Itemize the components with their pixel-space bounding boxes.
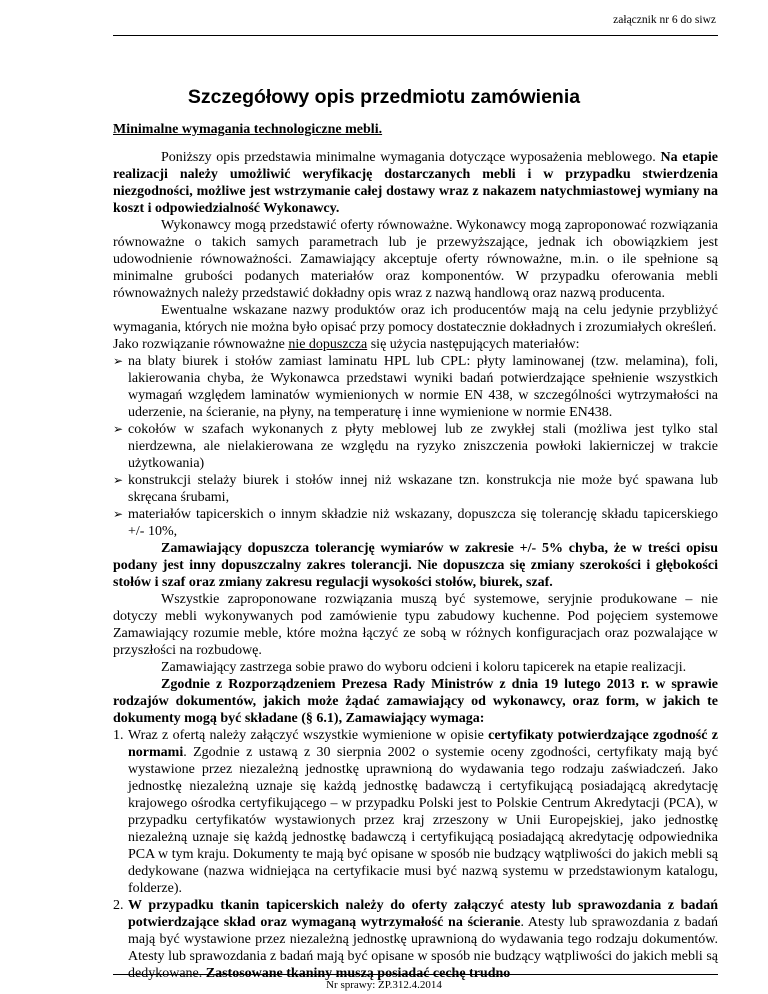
paragraph-systemic: Wszystkie zaproponowane rozwiązania muszą być systemowe, seryjnie produkowane – nie dotyczy mebli wykonywanych pod zamówienie typu zabudowy kuchenne. Pod pojęciem systemowe Zamawiający rozumie meble, które można łączyć ze sobą w różnych konfiguracjach oraz pozwalające w przyszłości na rozbudowę.: [113, 592, 718, 658]
document-body: [113, 121, 718, 982]
paragraph-text: Jako rozwiązanie równoważne: [113, 337, 289, 352]
item-number: 1.: [113, 728, 124, 743]
item-bold-text: W przypadku tkanin tapicerskich należy do oferty załączyć atesty lub sprawozdania z badań potwierdzające skład oraz wymaganą wytrzymałość na ścieranie: [128, 898, 718, 930]
paragraph-intro: [113, 149, 718, 217]
page-header: załącznik nr 6 do siwz: [613, 14, 716, 26]
bullet-item: [113, 353, 718, 421]
bullet-item: [113, 472, 718, 506]
bullet-text: cokołów w szafach wykonanych z płyty meblowej lub ze zwykłej stali (możliwa jest tylko stal nierdzewna, ale nielakierowana ze względu na ryzyko zniszczenia powłoki lakierniczej w trakcie użytkowania): [128, 422, 718, 471]
bullet-text: materiałów tapicerskich o innym składzie niż wskazany, dopuszcza się tolerancję składu tapicerskiego +/- 10%,: [128, 507, 718, 539]
item-bold-text: Zastosowane tkaniny muszą posiadać cechę trudno: [205, 966, 511, 981]
paragraph-regulation: Zgodnie z Rozporządzeniem Prezesa Rady Ministrów z dnia 19 lutego 2013 r. w sprawie rodzajów dokumentów, jakich może żądać zamawiający od wykonawcy, oraz form, w jakich te dokumenty mogą być składane (§ 6.1), Zamawiający wymaga:: [113, 677, 718, 726]
bullet-text: na blaty biurek i stołów zamiast laminatu HPL lub CPL: płyty laminowanej (tzw. melamina), foli, lakierowania chyba, że Wykonawca przedstawi wyniki badań potwierdzające spełnienie wszystkich wymagań względem laminatów wymienionych w normie EN 438, w szczególności wytrzymałości na uderzenie, na ścieranie, na płyny, na temperaturę i inne wymienione w normie EN438.: [128, 354, 718, 420]
underlined-text: nie dopuszcza: [288, 337, 368, 352]
item-text: Wraz z ofertą należy załączyć wszystkie wymienione w opisie: [128, 728, 489, 743]
paragraph-tolerance: Zamawiający dopuszcza tolerancję wymiarów w zakresie +/- 5% chyba, że w treści opisu podany jest inny dopuszczalny zakres tolerancji. Nie dopuszcza się zmiany szerokości i głębokości stołów i szaf oraz zmiany zakresu regulacji wysokości stołów, biurek, szaf.: [113, 541, 718, 590]
paragraph-text: się użycia następujących materiałów:: [367, 337, 580, 352]
numbered-item: [113, 897, 718, 982]
page-title: Szczegółowy opis przedmiotu zamówienia: [187, 86, 581, 108]
arrow-bullet-icon: ➢: [113, 473, 124, 487]
item-text: . Atesty lub sprawozdania z badań mają być wystawione przez niezależną jednostkę uprawnioną do wydawania tego rodzaju dokumentów. Atesty lub sprawozdania z badań mają być opisane w sposób nie budzący wątpliwości do jakich mebli są dedykowane.: [128, 915, 718, 981]
numbered-item: [113, 727, 718, 897]
paragraph-not-allowed: [113, 336, 718, 353]
paragraph-product-names: Ewentualne wskazane nazwy produktów oraz ich producentów mają na celu jedynie przybliżyć wymagania, których nie można było opisać przy pomocy dostatecznie dokładnych i zrozumiałych określeń.: [113, 303, 718, 335]
bullet-item: [113, 506, 718, 540]
item-text: . Zgodnie z ustawą z 30 sierpnia 2002 o systemie oceny zgodności, certyfikaty mają być wystawione przez niezależną jednostkę uprawnioną do wydawania tego rodzaju zaświadczeń. Jako jednostkę niezależną uznaje się każdą jednostkę badawczą i certyfikującą posiadającą akredytację krajowego ośrodka certyfikującego – w przypadku Polski jest to Polskie Centrum Akredytacji (PCA), w przypadku certyfikatów wystawionych przez kraj zrzeszony w Unii Europejskiej, jako jednostkę niezależną uznaje się każdą jednostkę badawczą i certyfikującą posiadającą akredytację odpowiednika PCA w tym kraju. Dokumenty te mają być opisane w sposób nie budzący wątpliwości do jakich mebli są dedykowane (nazwa widniejąca na certyfikacie musi być nazwą systemu w przedstawionym katalogu, folderze).: [128, 745, 718, 896]
paragraph-bold-text: Na etapie realizacji należy umożliwić weryfikację dostarczanych mebli i w przypadku stwierdzenia niezgodności, możliwe jest wstrzymanie całej dostawy wraz z nakazem natychmiastowej wymiany na koszt i odpowiedzialność Wykonawcy.: [113, 150, 718, 216]
item-number: 2.: [113, 898, 124, 913]
bullet-text: konstrukcji stelaży biurek i stołów innej niż wskazane tzn. konstrukcja nie może być spawana lub skręcana śrubami,: [128, 473, 718, 505]
footer-divider: [113, 974, 718, 975]
item-bold-text: certyfikaty potwierdzające zgodność z normami: [128, 728, 719, 760]
bullet-item: [113, 421, 718, 472]
paragraph-equivalent-offers: Wykonawcy mogą przedstawić oferty równoważne. Wykonawcy mogą zaproponować rozwiązania równoważne o takich samych parametrach lub je przewyższające, jednak ich obowiązkiem jest udowodnienie równoważności. Zamawiający akceptuje oferty równoważne, m.in. o ile spełnione są minimalne grubości podanych materiałów oraz komponentów. W przypadku oferowania mebli równoważnych należy przedstawić dokładny opis wraz z nazwą handlową oraz nazwą producenta.: [113, 218, 718, 301]
header-divider: [113, 35, 718, 36]
arrow-bullet-icon: ➢: [113, 507, 124, 521]
arrow-bullet-icon: ➢: [113, 422, 124, 436]
paragraph-upholstery-colour: Zamawiający zastrzega sobie prawo do wyboru odcieni i koloru tapicerek na etapie realizacji.: [161, 660, 687, 675]
page-footer: Nr sprawy: ZP.312.4.2014: [326, 979, 442, 991]
arrow-bullet-icon: ➢: [113, 354, 124, 368]
section-heading: Minimalne wymagania technologiczne mebli.: [113, 122, 383, 137]
paragraph-text: Poniższy opis przedstawia minimalne wymagania dotyczące wyposażenia meblowego.: [161, 150, 661, 165]
